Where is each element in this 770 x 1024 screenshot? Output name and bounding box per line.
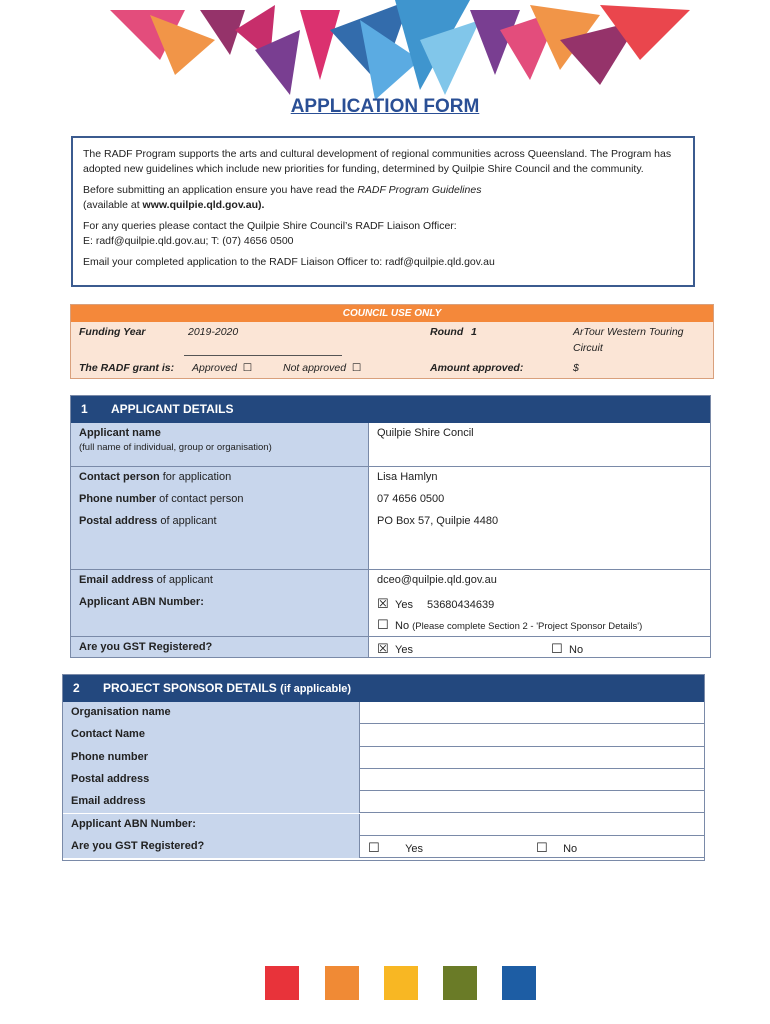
email-address-label	[71, 570, 368, 592]
abn-no-note: (Please complete Section 2 - 'Project Sponsor Details')	[412, 621, 643, 632]
not-approved-label: Not approved	[283, 362, 347, 374]
intro-paragraph-4: Email your completed application to the RADF Liaison Officer to: radf@quilpie.qld.gov.au	[83, 256, 495, 268]
color-tile-red	[265, 966, 299, 1000]
color-tile-blue	[502, 966, 536, 1000]
abn-no-option[interactable]	[377, 617, 702, 633]
sponsor-row-label: Phone number	[63, 747, 359, 769]
sponsor-row-field[interactable]	[359, 724, 704, 746]
email-address-label-bold: Email address	[79, 574, 154, 586]
phone-number-label	[71, 489, 368, 511]
banner-artwork	[0, 0, 770, 110]
sponsor-row-field[interactable]	[359, 747, 704, 769]
sponsor-gst-no-option[interactable]	[536, 840, 577, 856]
project-name-line2: Circuit	[573, 342, 603, 354]
intro-paragraph-2	[83, 183, 683, 212]
postal-address-label-rest: of applicant	[157, 515, 217, 527]
sponsor-gst-yes-checkbox[interactable]: ☐	[368, 839, 380, 855]
website-link[interactable]: www.quilpie.qld.gov.au).	[142, 198, 265, 211]
section1-header	[71, 396, 710, 423]
sponsor-gst-no-label: No	[563, 842, 578, 855]
section2-number: 2	[73, 681, 80, 695]
sponsor-gst-no-checkbox[interactable]: ☐	[536, 839, 548, 855]
funding-year-value: 2019-2020	[188, 326, 239, 338]
abn-yes-label: Yes	[395, 599, 413, 611]
abn-no-label: No	[395, 620, 410, 632]
abn-field-cell	[368, 592, 710, 636]
color-tile-green	[443, 966, 477, 1000]
applicant-name-field[interactable]: Quilpie Shire Concil	[368, 423, 710, 466]
contact-person-label-bold: Contact person	[79, 471, 160, 483]
gst-no-label: No	[569, 644, 584, 656]
color-tile-orange	[325, 966, 359, 1000]
sponsor-row-field[interactable]	[359, 702, 704, 724]
applicant-name-label-cell	[71, 423, 368, 466]
contact-person-field[interactable]: Lisa Hamlyn	[368, 467, 710, 489]
sponsor-row-field[interactable]	[359, 814, 704, 836]
not-approved-option[interactable]	[283, 362, 361, 374]
amount-approved-label: Amount approved:	[430, 362, 524, 374]
postal-address-label	[71, 511, 368, 569]
sponsor-row-label: Contact Name	[63, 724, 359, 746]
applicant-name-label: Applicant name	[79, 427, 161, 439]
council-use-box	[70, 304, 714, 379]
amount-approved-value[interactable]: $	[573, 362, 579, 374]
color-tile-yellow	[384, 966, 418, 1000]
abn-label: Applicant ABN Number:	[71, 592, 368, 636]
abn-number-field[interactable]: 53680434639	[426, 599, 495, 611]
sponsor-row-field	[359, 836, 704, 858]
sponsor-gst-yes-option[interactable]	[368, 839, 424, 855]
grant-label: The RADF grant is:	[79, 362, 175, 374]
project-name-line1: ArTour Western Touring	[573, 326, 684, 338]
gst-label: Are you GST Registered?	[71, 637, 368, 657]
sponsor-row-label: Applicant ABN Number:	[63, 814, 359, 836]
round-label: Round	[430, 326, 464, 338]
abn-yes-option[interactable]	[377, 596, 702, 612]
gst-yes-option[interactable]	[377, 641, 413, 656]
not-approved-checkbox[interactable]: ☐	[351, 362, 362, 374]
funding-year-label: Funding Year	[79, 326, 146, 338]
sponsor-gst-yes-label: Yes	[405, 842, 424, 855]
section2-title-suffix: (if applicable)	[280, 683, 352, 695]
sponsor-row-label: Are you GST Registered?	[63, 836, 359, 858]
section1-number: 1	[81, 402, 88, 416]
email-address-label-rest: of applicant	[153, 574, 213, 586]
intro-p3-line2: E: radf@quilpie.qld.gov.au; T: (07) 4656 0500	[83, 234, 294, 247]
approved-label: Approved	[192, 362, 237, 374]
contact-person-label	[71, 467, 368, 489]
abn-yes-checkbox[interactable]: ☒	[377, 596, 389, 611]
gst-yes-label: Yes	[395, 644, 413, 656]
section2-header	[63, 675, 704, 702]
intro-p3-line1: For any queries please contact the Quilpie Shire Council’s RADF Liaison Officer:	[83, 220, 457, 232]
sponsor-row-field[interactable]	[359, 791, 704, 813]
round-value: 1	[471, 326, 477, 338]
intro-box	[71, 136, 695, 287]
form-title: APPLICATION FORM	[290, 96, 480, 117]
section2-title: PROJECT SPONSOR DETAILS	[103, 681, 277, 695]
intro-paragraph-1: The RADF Program supports the arts and cultural development of regional communities across Queensland. The Program has adopted new guidelines which include new priorities for funding, determined by Quilpie Shire Council and the community.	[83, 148, 672, 175]
phone-number-label-bold: Phone number	[79, 493, 157, 505]
abn-no-checkbox[interactable]: ☐	[377, 617, 389, 632]
sponsor-row-label: Organisation name	[63, 702, 359, 724]
gst-yes-checkbox[interactable]: ☒	[377, 641, 389, 656]
project-sponsor-section	[62, 674, 705, 861]
approved-checkbox[interactable]: ☐	[242, 362, 253, 374]
phone-number-field[interactable]: 07 4656 0500	[368, 489, 710, 511]
approved-option[interactable]	[192, 362, 252, 374]
section1-title: APPLICANT DETAILS	[111, 402, 234, 416]
gst-no-option[interactable]	[551, 641, 583, 657]
council-header: COUNCIL USE ONLY	[71, 305, 713, 322]
intro-p2-available: (available at	[83, 198, 143, 211]
applicant-details-section	[70, 395, 711, 658]
email-address-field[interactable]: dceo@quilpie.qld.gov.au	[368, 570, 710, 592]
contact-person-label-rest: for application	[159, 471, 232, 483]
funding-year-underline	[184, 355, 342, 356]
postal-address-field[interactable]: PO Box 57, Quilpie 4480	[368, 511, 710, 569]
sponsor-row-field[interactable]	[359, 769, 704, 791]
applicant-name-note: (full name of individual, group or organisation)	[79, 442, 272, 453]
postal-address-label-bold: Postal address	[79, 515, 158, 527]
phone-number-label-rest: of contact person	[156, 493, 244, 505]
gst-field-cell	[368, 637, 710, 657]
intro-p2-text: Before submitting an application ensure you have read the	[83, 184, 358, 196]
gst-no-checkbox[interactable]: ☐	[551, 641, 563, 656]
intro-paragraph-3	[83, 219, 683, 248]
sponsor-row-label: Postal address	[63, 769, 359, 791]
guidelines-reference: RADF Program Guidelines	[357, 184, 482, 196]
sponsor-row-label: Email address	[63, 791, 359, 813]
